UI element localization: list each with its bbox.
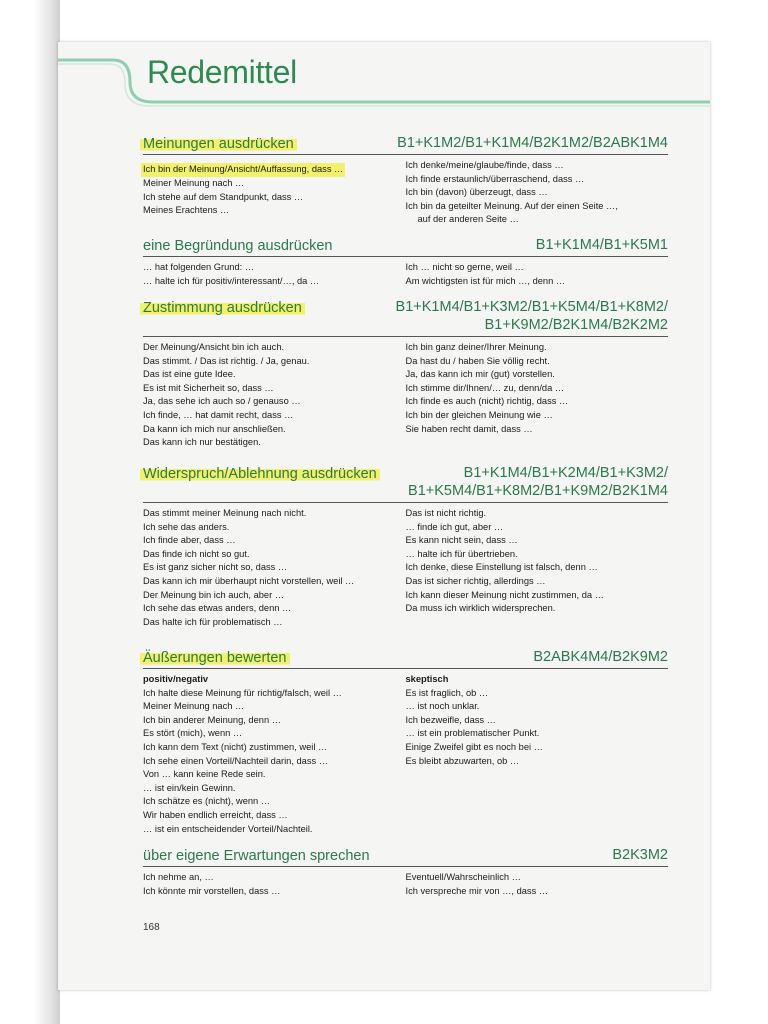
phrase: Das ist eine gute Idee. [143,369,236,380]
phrase: Ich sehe das etwas anders, denn … [143,603,292,614]
phrase: Ja, das sehe ich auch so / genauso … [143,396,301,407]
section-title: Zustimmung ausdrücken [140,300,305,316]
section-code [408,464,668,500]
section-widerspruch [143,462,668,629]
phrase: Ich sehe das anders. [143,521,230,532]
phrase: Ich bin (davon) überzeugt, dass … [405,187,548,198]
right-column [406,159,669,227]
phrase: Ich kann dieser Meinung nicht zustimmen, da … [405,589,604,600]
right-column [406,673,669,836]
phrase: Ich sehe einen Vorteil/Nachteil darin, dass … [143,755,329,766]
phrase: Ich finde aber, dass … [143,535,236,546]
code-line: B1+K5M4/B1+K8M2/B1+K9M2/B2K1M4 [408,483,668,499]
phrase: Ich bin ganz deiner/Ihrer Meinung. [405,342,547,352]
phrase: Das kann ich nur bestätigen. [143,437,261,448]
code-line: B1+K1M4/B1+K2M4/B1+K3M2/ [463,465,668,481]
phrase: … ist ein entscheidender Vorteil/Nachteil. [143,823,313,834]
section-title: Äußerungen bewerten [140,650,290,666]
phrase: Sie haben recht damit, dass … [405,423,533,434]
phrase: Ich stimme dir/Ihnen/… zu, denn/da … [405,382,565,393]
phrase: Ich denke/meine/glaube/finde, dass … [405,160,564,170]
phrase: Das kann ich mir überhaupt nicht vorstellen, weil … [143,575,355,586]
phrase: Das ist sicher richtig, allerdings … [405,575,546,586]
phrase: Einige Zweifel gibt es noch bei … [405,741,543,752]
left-column [143,261,406,288]
phrase: Es bleibt abzuwarten, ob … [405,755,520,766]
phrase: Der Meinung/Ansicht bin ich auch. [143,342,285,352]
section-meinungen [143,132,668,227]
page-number: 168 [143,922,160,933]
left-column [143,871,406,898]
phrase: Ich bin der Meinung/Ansicht/Auffassung, dass … [141,163,345,177]
phrase: Von … kann keine Rede sein. [143,769,266,780]
phrase: Ich finde es auch (nicht) richtig, dass … [405,396,569,407]
section-header [143,132,668,155]
section-code: B2K3M2 [612,847,668,863]
right-column [406,871,669,898]
phrase: Ich finde, … hat damit recht, dass … [143,409,294,420]
right-column [406,507,669,629]
section-header [143,234,668,257]
code-line: B1+K9M2/B2K1M4/B2K2M2 [484,317,668,333]
phrase: Ich nehme an, … [143,872,214,882]
phrase: Es kann nicht sein, dass … [405,535,518,546]
section-header [143,844,668,867]
phrase: Ich bezweifle, dass … [405,714,496,725]
phrase: … ist ein/kein Gewinn. [143,782,236,793]
phrase: Das finde ich nicht so gut. [143,548,250,559]
phrase: Ich kann dem Text (nicht) zustimmen, weil … [143,741,328,752]
phrase: Ich schätze es (nicht), wenn … [143,796,271,807]
phrase: Meiner Meinung nach … [143,178,245,188]
phrase: Das halte ich für problematisch … [143,616,283,627]
column-subheading: skeptisch [405,674,449,684]
phrase: Da hast du / haben Sie völlig recht. [405,355,550,366]
section-title: über eigene Erwartungen sprechen [143,848,370,864]
book-gutter-shadow [0,0,60,1024]
phrase: Es stört (mich), wenn … [143,728,243,739]
section-erwartungen [143,844,668,898]
phrase: Ich könnte mir vorstellen, dass … [143,885,281,896]
left-column [143,341,406,450]
phrase: Ich denke, diese Einstellung ist falsch, denn … [405,562,598,573]
section-header [143,462,668,503]
section-bewerten [143,646,668,836]
phrase: Da kann ich mich nur anschließen. [143,423,286,434]
phrase: … finde ich gut, aber … [405,521,504,532]
code-line: B1+K1M4/B1+K3M2/B1+K5M4/B1+K8M2/ [395,299,668,315]
section-header [143,646,668,669]
phrase: Ich … nicht so gerne, weil … [405,262,524,272]
phrase: … halte ich für übertrieben. [405,548,518,559]
phrase: Es ist ganz sicher nicht so, dass … [143,562,288,573]
phrase: auf der anderen Seite … [417,214,519,225]
phrase: Da muss ich wirklich widersprechen. [405,603,556,614]
right-column [406,341,669,450]
phrase: Eventuell/Wahrscheinlich … [405,872,521,882]
phrase: Meiner Meinung nach … [143,701,245,712]
right-column [406,261,669,288]
phrase: Das ist nicht richtig. [405,508,487,518]
phrase: Ich bin anderer Meinung, denn … [143,714,281,725]
phrase: Meines Erachtens … [143,205,230,216]
phrase: Ich halte diese Meinung für richtig/falsch, weil … [143,687,342,698]
phrase: Es ist fraglich, ob … [405,687,489,698]
phrase: Am wichtigsten ist für mich …, denn … [405,275,566,286]
phrase: Ich finde erstaunlich/überraschend, dass … [405,173,585,184]
phrase: … hat folgenden Grund: … [143,262,255,272]
phrase: … ist noch unklar. [405,701,480,712]
phrase: Das stimmt. / Das ist richtig. / Ja, genau. [143,355,310,366]
left-column [143,159,406,227]
section-begruendung [143,234,668,288]
phrase: Ja, das kann ich mir (gut) vorstellen. [405,369,555,380]
section-code: B1+K1M2/B1+K1M4/B2K1M2/B2ABK1M4 [397,135,668,151]
textbook-page [58,42,710,990]
left-column [143,507,406,629]
section-code: B2ABK4M4/B2K9M2 [533,649,668,665]
phrase: Ich verspreche mir von …, dass … [405,885,549,896]
page-title: Redemittel [147,54,297,90]
section-title: eine Begründung ausdrücken [143,238,333,254]
section-code: B1+K1M4/B1+K5M1 [535,237,668,253]
phrase: … ist ein problematischer Punkt. [405,728,540,739]
phrase: … halte ich für positiv/interessant/…, da … [143,275,320,286]
phrase: Ich stehe auf dem Standpunkt, dass … [143,191,304,202]
phrase: Das stimmt meiner Meinung nach nicht. [143,508,307,518]
phrase: Der Meinung bin ich auch, aber … [143,589,285,600]
column-subheading: positiv/negativ [143,674,209,684]
phrase: Wir haben endlich erreicht, dass … [143,809,288,820]
section-title: Meinungen ausdrücken [140,136,297,152]
left-column [143,673,406,836]
section-zustimmung [143,296,668,450]
phrase: Ich bin da geteilter Meinung. Auf der einen Seite …, [405,200,618,211]
section-header [143,296,668,337]
phrase: Ich bin der gleichen Meinung wie … [405,409,553,420]
section-code [396,298,668,334]
section-title: Widerspruch/Ablehnung ausdrücken [140,466,380,482]
phrase: Es ist mit Sicherheit so, dass … [143,382,274,393]
